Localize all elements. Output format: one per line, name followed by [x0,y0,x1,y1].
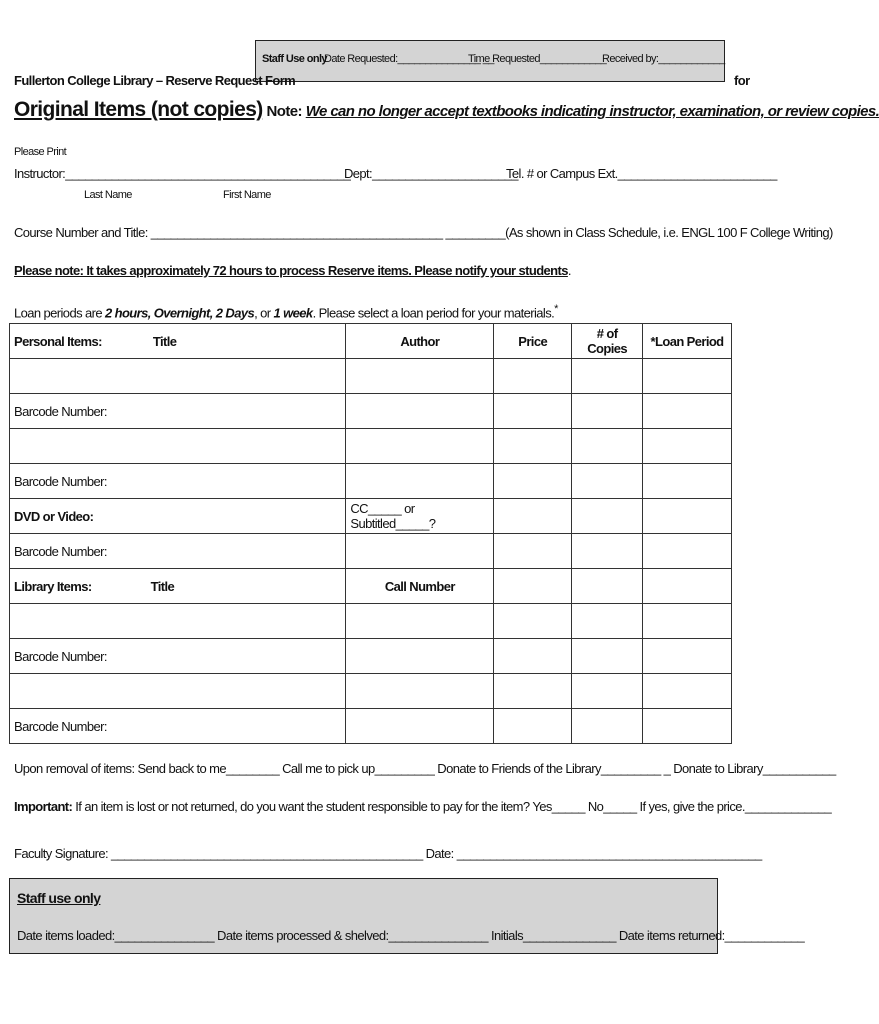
price-header: Price [494,324,572,359]
loan-mid: , or [254,305,274,321]
table-row [10,394,732,429]
table-row [10,534,732,569]
table-row [10,429,732,464]
copies-cell[interactable] [572,359,643,394]
table-header-row [10,324,732,359]
last-name-label: Last Name [84,189,132,201]
loan-period-cell[interactable] [643,499,732,534]
author-cell[interactable] [346,359,494,394]
tel-field[interactable]: Tel. # or Campus Ext.________________________ [506,166,777,181]
copies-cell[interactable] [572,534,643,569]
title-cell[interactable] [10,604,346,639]
first-name-label: First Name [223,189,271,201]
author-cell[interactable] [346,429,494,464]
removal-options[interactable]: Upon removal of items: Send back to me________ Call me to pick up_________ Donate to Friends of the Library_________ _ Donate to Library___________ [14,761,836,776]
note-label: Note: [266,103,302,120]
processing-notice-text: Please note: It takes approximately 72 hours to process Reserve items. Please notify your students [14,263,568,278]
loan-period-cell[interactable] [643,604,732,639]
barcode-cell[interactable]: Barcode Number: [10,534,346,569]
loan-prefix: Loan periods are [14,305,105,321]
copies-cell[interactable] [572,499,643,534]
important-label: Important: [14,799,73,814]
library-items-label: Library Items: [14,578,92,594]
copies-cell[interactable] [572,569,643,604]
call-number-header: Call Number [346,569,494,604]
price-cell[interactable] [494,569,572,604]
loan-period-header: *Loan Period [643,324,732,359]
copies-cell[interactable] [572,709,643,744]
copies-cell[interactable] [572,464,643,499]
price-cell[interactable] [494,499,572,534]
important-line[interactable] [14,799,831,814]
call-number-cell[interactable] [346,709,494,744]
date-requested-field[interactable]: Date Requested:_______________ __ [324,53,494,65]
title-cell[interactable] [10,674,346,709]
table-row [10,639,732,674]
library-items-header [10,569,346,604]
price-cell[interactable] [494,709,572,744]
loan-period-cell[interactable] [643,359,732,394]
dept-field[interactable]: Dept:______________________ [344,166,518,181]
copies-cell[interactable] [572,674,643,709]
loan-options-1: 2 hours, Overnight, 2 Days [104,305,255,321]
loan-options-2: 1 week [273,305,313,321]
table-row [10,359,732,394]
price-cell[interactable] [494,359,572,394]
staff-use-box-bottom [9,878,805,954]
copies-header: # of Copies [572,324,643,359]
time-requested-field[interactable]: Time Requested____________ [468,53,607,65]
table-row [10,464,732,499]
processing-notice [14,263,571,278]
form-title: Fullerton College Library – Reserve Request Form [14,73,296,88]
title-cell[interactable] [10,429,346,464]
dvd-cell[interactable]: DVD or Video: [10,499,346,534]
loan-period-cell[interactable] [643,464,732,499]
table-row [10,709,732,744]
price-cell[interactable] [494,674,572,709]
price-cell[interactable] [494,429,572,464]
title-header: Title [152,333,177,349]
price-cell[interactable] [494,604,572,639]
for-word: for [734,73,750,88]
barcode-cell[interactable]: Barcode Number: [10,709,346,744]
staff-use-box-top [255,40,725,82]
table-row [10,604,732,639]
loan-periods-line [14,303,558,320]
important-text: If an item is lost or not returned, do you want the student responsible to pay for the item? Yes_____ No_____ If yes, give the price._____________ [72,799,832,814]
call-number-cell[interactable] [346,604,494,639]
price-cell[interactable] [494,464,572,499]
copies-cell[interactable] [572,639,643,674]
staff-use-title: Staff use only [17,890,101,906]
call-number-cell[interactable] [346,674,494,709]
loan-period-cell[interactable] [643,394,732,429]
main-heading [14,98,879,122]
processing-notice-period: . [567,263,571,278]
loan-suffix: . Please select a loan period for your materials. [312,305,555,321]
received-by-field[interactable]: Received by:____________ [602,53,725,65]
staff-use-fields[interactable]: Date items loaded:_______________ Date items processed & shelved:_______________ Initials______________ Date items returned:____________ [17,928,805,943]
please-print: Please Print [14,146,67,158]
note-text: We can no longer accept textbooks indicating instructor, examination, or review copies. [305,103,879,120]
staff-use-label: Staff Use only [262,53,327,65]
author-header: Author [346,324,494,359]
personal-items-header [10,324,346,359]
faculty-signature-field[interactable]: Faculty Signature: _______________________________________________ Date: ______________________________________________ [14,846,762,861]
loan-period-cell[interactable] [643,674,732,709]
barcode-cell[interactable]: Barcode Number: [10,394,346,429]
loan-period-cell[interactable] [643,709,732,744]
price-cell[interactable] [494,394,572,429]
loan-asterisk: * [554,303,558,315]
copies-cell[interactable] [572,429,643,464]
cc-subtitled-cell[interactable]: CC_____ or Subtitled_____? [346,499,494,534]
instructor-field[interactable]: Instructor:___________________________________________ [14,166,351,181]
library-items-header-row [10,569,732,604]
price-cell[interactable] [494,534,572,569]
loan-period-cell[interactable] [643,639,732,674]
table-row [10,499,732,534]
loan-period-cell[interactable] [643,569,732,604]
items-table [9,323,732,744]
call-number-cell[interactable] [346,639,494,674]
title-cell[interactable] [10,359,346,394]
main-title: Original Items (not copies) [14,98,263,121]
course-field[interactable]: Course Number and Title: ____________________________________________ _________(As shown in Class Schedule, i.e. ENGL 100 F College Writing) [14,225,833,240]
author-cell[interactable] [346,464,494,499]
library-title-header: Title [150,578,175,594]
table-row [10,674,732,709]
copies-cell[interactable] [572,604,643,639]
price-cell[interactable] [494,639,572,674]
loan-period-cell[interactable] [643,534,732,569]
personal-items-label: Personal Items: [14,333,102,349]
author-cell[interactable] [346,534,494,569]
barcode-cell[interactable]: Barcode Number: [10,639,346,674]
barcode-cell[interactable]: Barcode Number: [10,464,346,499]
copies-cell[interactable] [572,394,643,429]
loan-period-cell[interactable] [643,429,732,464]
author-cell[interactable] [346,394,494,429]
